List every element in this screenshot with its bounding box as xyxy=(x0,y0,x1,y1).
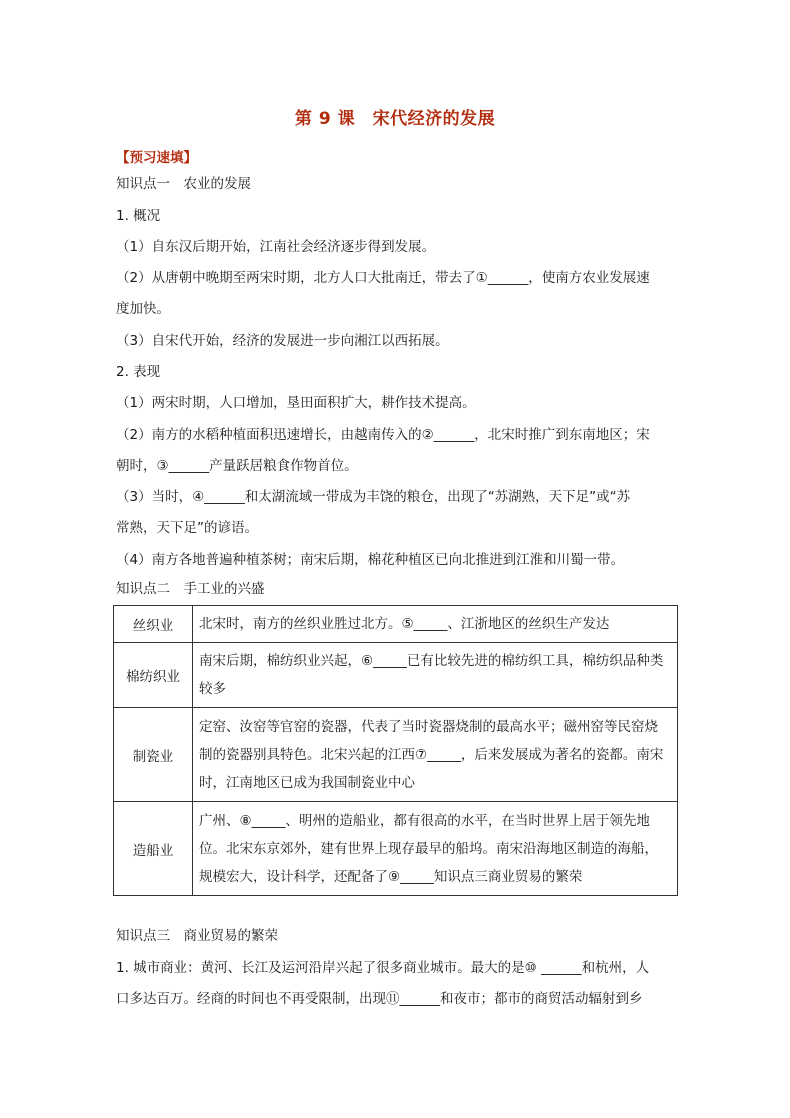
table-cell-description: 定窑、汝窑等官窑的瓷器，代表了当时瓷器烧制的最高水平；磁州窑等民窑烧制的瓷器别具特色。北宋兴起的江西⑦_____，后来发展成为著名的瓷都。南宋时，江南地区已成为我国制瓷业中心 xyxy=(193,708,678,802)
kp1-s2-line2b: 朝时，③______产量跃居粮食作物首位。 xyxy=(116,458,358,474)
kp1-s2-line4: （4）南方各地普遍种植茶树；南宋后期，棉花种植区已向北推进到江淮和川蜀一带。 xyxy=(116,552,625,568)
kp1-s2-line3b: 常熟，天下足”的谚语。 xyxy=(116,520,258,536)
kp1-s1-line3: （3）自宋代开始，经济的发展进一步向湘江以西拓展。 xyxy=(116,333,449,349)
kp3-heading: 知识点三 商业贸易的繁荣 xyxy=(116,928,278,944)
table-cell-description: 南宋后期，棉纺织业兴起，⑥_____已有比较先进的棉纺织工具，棉纺织品种类较多 xyxy=(193,643,678,708)
kp1-s1-title: 1. 概况 xyxy=(116,208,161,224)
kp3-line1a: 1. 城市商业：黄河、长江及运河沿岸兴起了很多商业城市。最大的是⑩ ______和杭州，人 xyxy=(116,960,650,976)
kp1-heading: 知识点一 农业的发展 xyxy=(116,176,251,192)
table-cell-category: 造船业 xyxy=(114,802,193,896)
kp1-s2-line3a: （3）当时，④______和太湖流域一带成为丰饶的粮仓，出现了“苏湖熟，天下足”或“苏 xyxy=(116,489,631,505)
kp3-line1b: 口多达百万。经商的时间也不再受限制，出现⑪______和夜市；都市的商贸活动辐射到乡 xyxy=(116,991,643,1007)
table-cell-category: 棉纺织业 xyxy=(114,643,193,708)
kp1-s2-title: 2. 表现 xyxy=(116,364,161,380)
table-cell-description: 北宋时，南方的丝织业胜过北方。⑤_____、江浙地区的丝织生产发达 xyxy=(193,606,678,643)
kp1-s2-line1: （1）两宋时期，人口增加，垦田面积扩大，耕作技术提高。 xyxy=(116,395,476,411)
preview-section-tag: 【预习速填】 xyxy=(116,150,197,166)
kp1-s1-line2a: （2）从唐朝中晚期至两宋时期，北方人口大批南迁，带去了①______，使南方农业发展速 xyxy=(116,270,650,286)
kp1-s2-line2a: （2）南方的水稻种植面积迅速增长，由越南传入的②______，北宋时推广到东南地区；宋 xyxy=(116,427,650,443)
table-row xyxy=(114,802,678,896)
table-cell-description: 广州、⑧_____、明州的造船业，都有很高的水平，在当时世界上居于领先地位。北宋东京郊外，建有世界上现存最早的船坞。南宋沿海地区制造的海船，规模宏大，设计科学，还配备了⑨_____知识点三商业贸易的繁荣 xyxy=(193,802,678,896)
handicraft-table xyxy=(113,605,678,896)
table-row xyxy=(114,606,678,643)
table-cell-category: 丝织业 xyxy=(114,606,193,643)
page-title: 第 9 课 宋代经济的发展 xyxy=(294,109,496,129)
kp1-s1-line1: （1）自东汉后期开始，江南社会经济逐步得到发展。 xyxy=(116,239,436,255)
table-row xyxy=(114,708,678,802)
kp2-heading: 知识点二 手工业的兴盛 xyxy=(116,581,265,597)
table-cell-category: 制瓷业 xyxy=(114,708,193,802)
table-row xyxy=(114,643,678,708)
kp1-s1-line2b: 度加快。 xyxy=(116,301,170,317)
